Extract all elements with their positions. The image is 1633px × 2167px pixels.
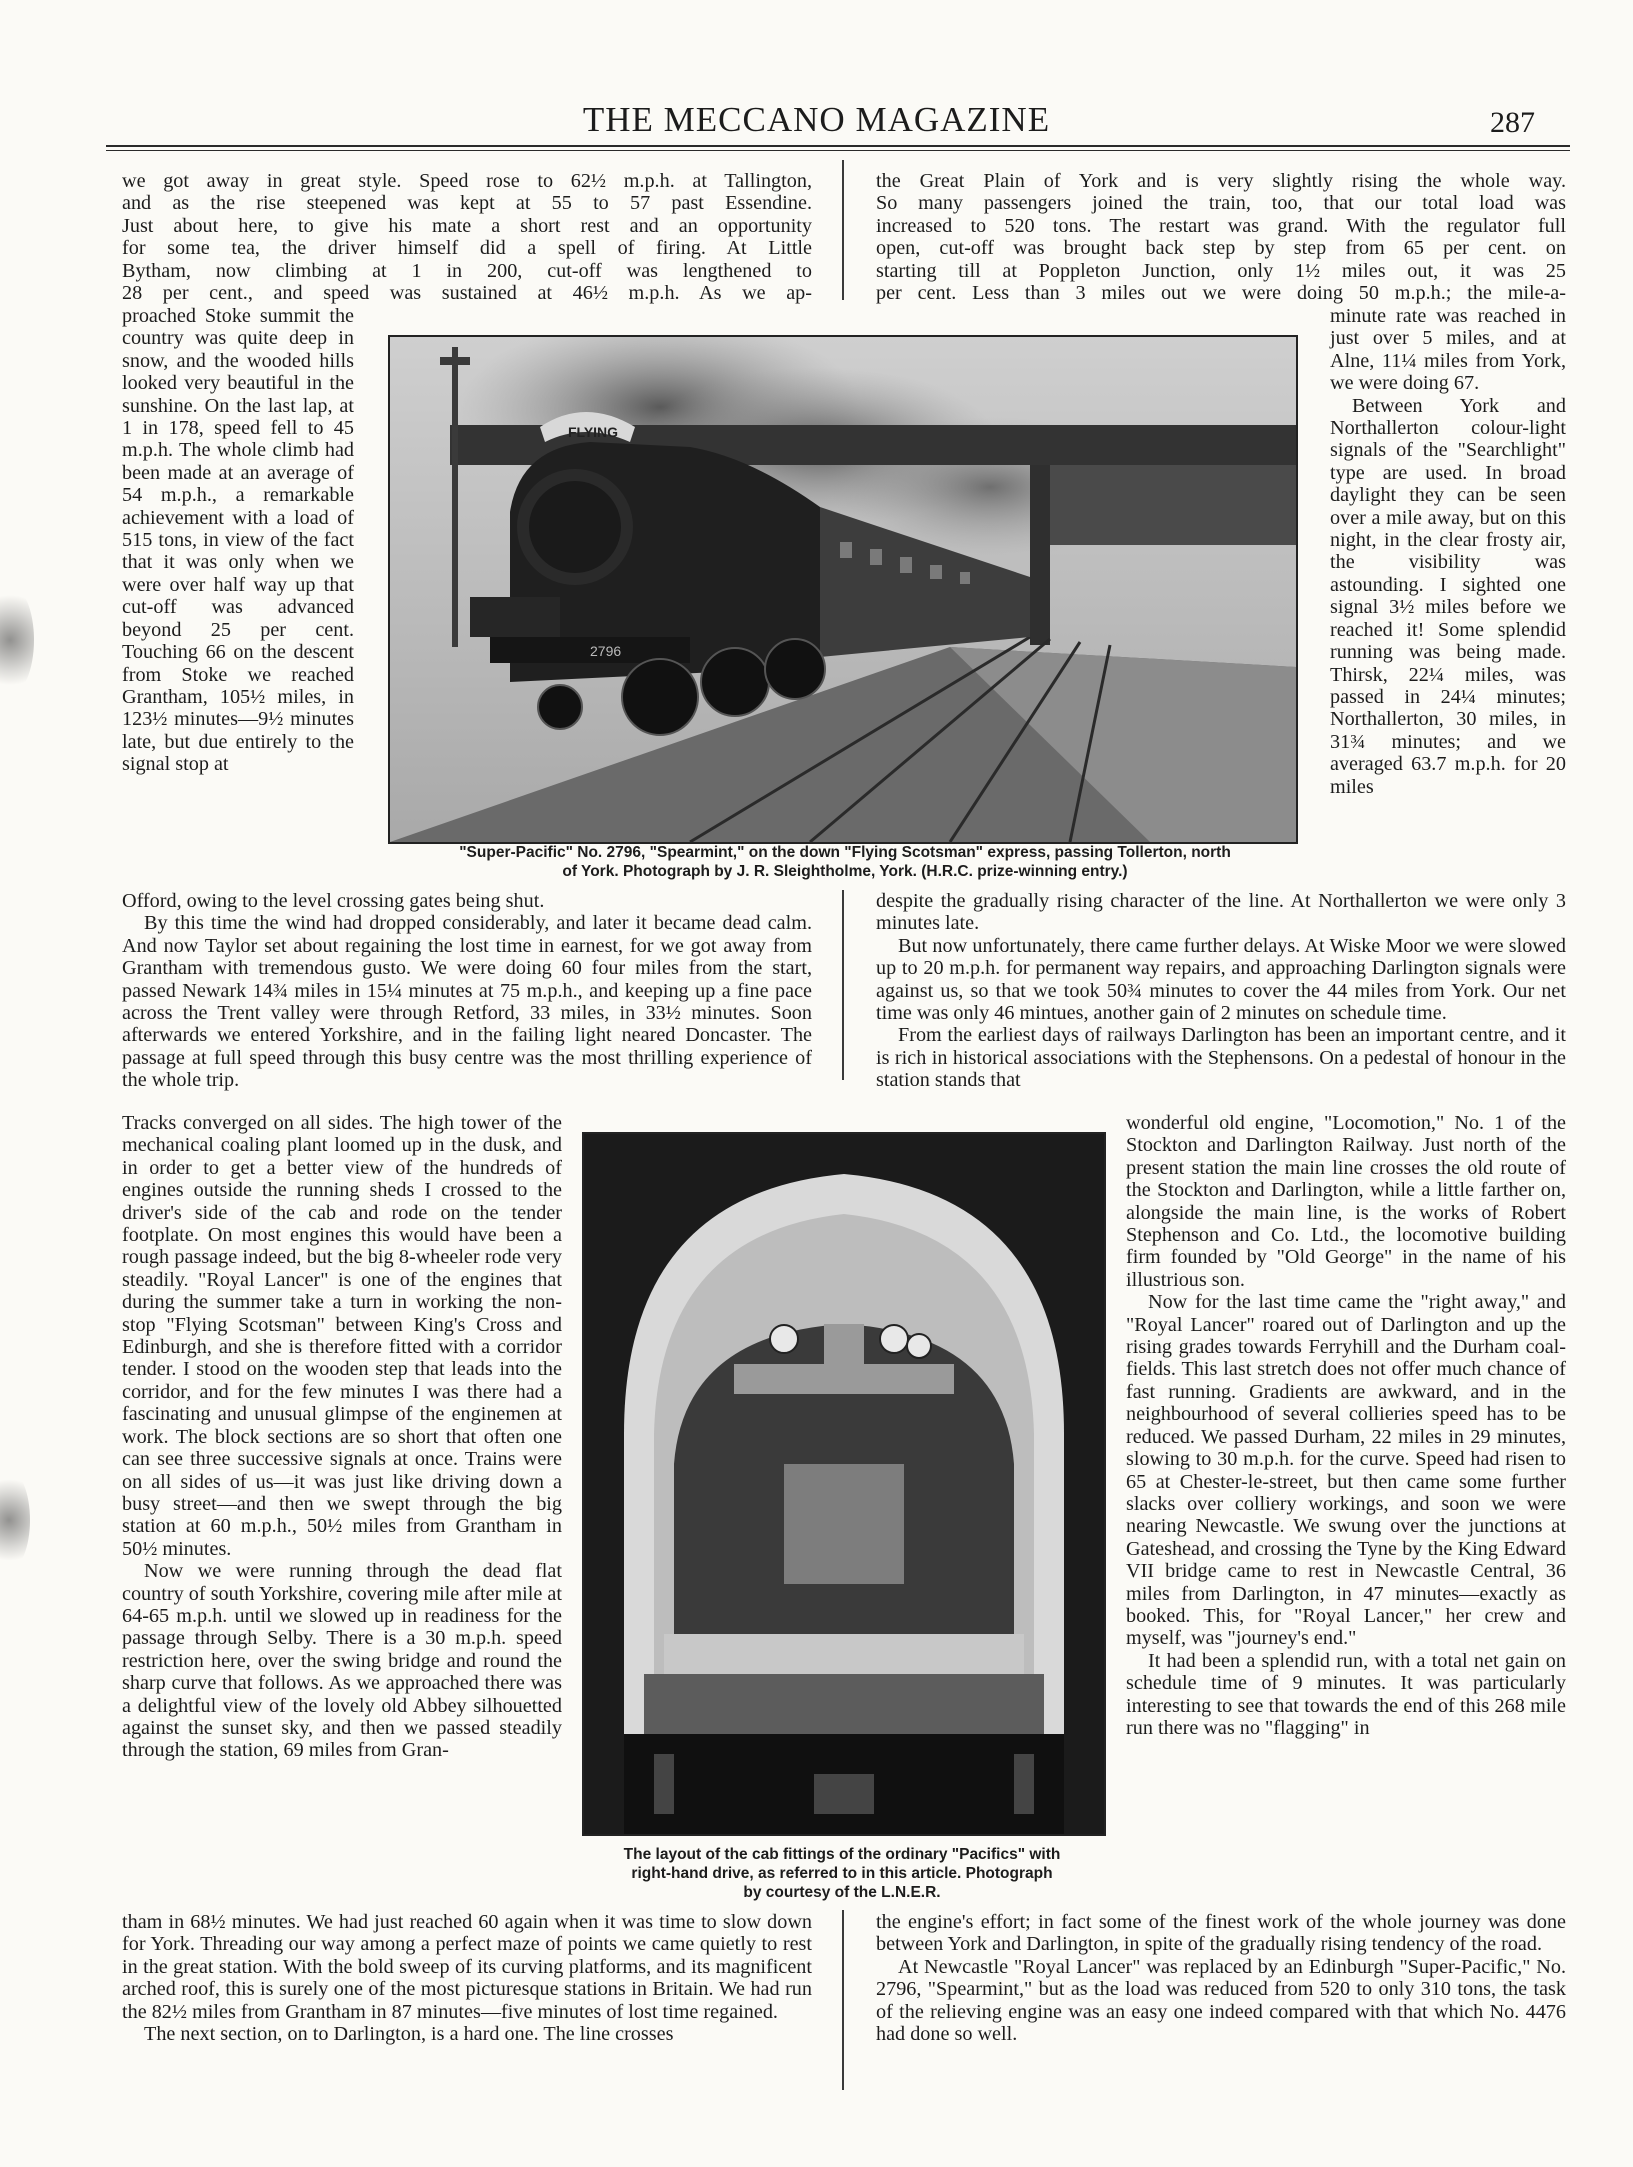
column-divider-bottom: [842, 1910, 844, 2090]
right-bottom-text: the engine's effort; in fact some of the finest work of the whole journey was done between York and Darlington, in spite of the gradually rising tendency of the road. At Newcastle "Royal Lancer" was replaced by an Edinburgh "Super-Pacific," No. 2796, "Spearmint," but as the load was reduced from 520 to only 310 tons, the task of the relieving engine was an easy one indeed compared with that which No. 4476 had done so well.: [876, 1911, 1566, 2046]
left-lower-narrow-text: Tracks converged on all sides. The high tower of the mechanical coaling plant loomed up in the dusk, and in order to get a better view of the hundreds of engines outside the running sheds I crossed to the driver's side of the cab and rode on the tender footplate. On most engines this would have been a rough passage indeed, but the big 8-wheeler rode very steadily. "Royal Lancer" is one of the engines that during the summer take a turn in working the non-stop "Flying Scotsman" between King's Cross and Edinburgh, and she is therefore fitted with a corridor tender. I stood on the wooden step that leads into the corridor, and for the few minutes I was there had a fascinating and unusual glimpse of the enginemen at work. The block sections are so short that often one can see three successive signals at once. Trains were on all sides of us—it was just like driving down a busy street—and then we swept through the big station at 60 m.p.h., 50½ miles from Grantham in 50½ minutes. Now we were running through the dead flat country of south Yorkshire, covering mile after mile at 64-65 m.p.h. until we slowed up in readiness for the passage through Selby. There is a 30 m.p.h. speed restriction here, over the swing bridge and round the sharp curve that follows. As we approached there was a delightful view of the lovely old Abbey silhouetted against the sunset sky, and then we passed steadily through the station, 69 miles from Gran-: [122, 1112, 562, 1762]
locomotive-photo-illustration: [390, 337, 1296, 842]
left-narrow-text: proached Stoke summit the country was quite deep in snow, and the wooded hills looked very beautiful in the sunshine. On the last lap, at 1 in 178, speed fell to 45 m.p.h. The whole climb had been made at an average of 54 m.p.h., a remarkable achievement with a load of 515 tons, in view of the fact that it was only when we were over half way up that cut-off was advanced beyond 25 per cent. Touching 66 on the descent from Stoke we reached Grantham, 105½ miles, in 123½ minutes—9½ minutes late, but due entirely to the signal stop at: [122, 305, 354, 776]
magazine-title: THE MECCANO MAGAZINE: [582, 100, 1051, 139]
right-mid-text: despite the gradually rising character of the line. At Northallerton we were only 3 minutes late. But now unfortunately, there came further delays. At Wiske Moor we were slowed up to 20 m.p.h. for permanent way repairs, and approaching Darlington signals were against us, so that we took 50¾ minutes to cover the 44 miles from York. Our net time was only 46 mintues, another gain of 2 minutes on schedule time. From the earliest days of railways Darlington has been an important centre, and it is rich in historical associations with the Stephensons. On a pedestal of honour in the station stands that: [876, 890, 1566, 1092]
photo-top-caption: "Super-Pacific" No. 2796, "Spearmint," on the down "Flying Scotsman" express, passing Tollerton, north of York. Photograph by J. R. Sleightholme, York. (H.R.C. prize-winning entry.): [459, 844, 1231, 880]
column-divider-middle: [842, 890, 844, 1080]
photo-cab-fittings: [582, 1132, 1106, 1836]
cab-photo-illustration: [584, 1134, 1104, 1834]
photo-bottom-caption: The layout of the cab fittings of the ordinary "Pacifics" with right-hand drive, as referred to in this article. Photograph by courtesy of the L.N.E.R.: [623, 1846, 1061, 1901]
right-narrow-text: minute rate was reached in just over 5 miles, and at Alne, 11¼ miles from York, we were doing 67. Between York and Northallerton colour-light signals of the "Searchlight" type are used. In broad daylight they can be seen over a mile away, but on this night, in the clear frosty air, the visibility was astounding. I sighted one signal 3½ miles before we reached it! Some splendid running was being made. Thirsk, 22¼ miles, was passed in 24¼ minutes; Northallerton, 30 miles, in 31¾ minutes; and we averaged 63.7 m.p.h. for 20 miles: [1330, 305, 1566, 798]
header-rule: [106, 145, 1570, 147]
header-rule-thin: [106, 150, 1570, 151]
right-top-text: the Great Plain of York and is very slightly rising the whole way. So many passengers joined the train, too, that our total load was increased to 520 tons. The restart was grand. With the regulator full open, cut-off was brought back step by step from 65 per cent. on starting till at Poppleton Junction, only 1½ miles out, it was 25 per cent. Less than 3 miles out we were doing 50 m.p.h.; the mile-a-: [876, 170, 1566, 305]
photo-flying-scotsman: [388, 335, 1298, 844]
column-divider-top: [842, 160, 844, 300]
headboard-text: FLYING: [568, 424, 619, 440]
punch-hole-stain: [0, 585, 34, 695]
left-bottom-text: tham in 68½ minutes. We had just reached 60 again when it was time to slow down for York. Threading our way among a perfect maze of points we came quietly to rest in the great station. With the bold sweep of its curving platforms, and its magnificent arched roof, this is surely one of the most picturesque stations in Britain. We had run the 82½ miles from Grantham in 87 minutes—five minutes of lost time regained. The next section, on to Darlington, is a hard one. The line crosses: [122, 1911, 812, 2046]
page-number: 287: [1490, 106, 1535, 139]
buffer-beam-number: 2796: [590, 643, 622, 659]
punch-hole-stain: [0, 1470, 30, 1570]
left-mid-text: Offord, owing to the level crossing gates being shut. By this time the wind had dropped considerably, and later it became dead calm. And now Taylor set about regaining the lost time in earnest, for we got away from Grantham with tremendous gusto. We were doing 60 four miles from the start, passed Newark 14¾ miles in 15¼ minutes at 75 m.p.h., and keeping up a fine pace across the Trent valley were through Retford, 33 miles, in 33½ minutes. Soon afterwards we entered Yorkshire, and in the failing light neared Doncaster. The passage at full speed through this busy centre was the most thrilling experience of the whole trip.: [122, 890, 812, 1092]
left-top-text: we got away in great style. Speed rose to 62½ m.p.h. at Tallington, and as the rise steepened was kept at 55 to 57 past Essendine. Just about here, to give his mate a short rest and an opportunity for some tea, the driver himself did a spell of firing. At Little Bytham, now climbing at 1 in 200, cut-off was lengthened to 28 per cent., and speed was sustained at 46½ m.p.h. As we ap-: [122, 170, 812, 305]
right-lower-narrow-text: wonderful old engine, "Locomotion," No. 1 of the Stockton and Darlington Railway. Just north of the present station the main line crosses the old route of the Stockton and Darlington, while a little farther on, alongside the main line, is the works of Robert Stephenson and Co. Ltd., the locomotive building firm founded by "Old George" in the name of his illustrious son. Now for the last time came the "right away," and "Royal Lancer" roared out of Darlington and up the rising grades towards Ferryhill and the Durham coal-fields. This last stretch does not offer much chance of fast running. Gradients are awkward, and in the neighbourhood of several collieries speed has to be reduced. We passed Durham, 22 miles in 29 minutes, slowing to 30 m.p.h. for the curve. Speed had risen to 65 at Chester-le-street, but then came some further slacks over colliery workings, and soon we were nearing Newcastle. We swung over the junctions at Gateshead, and crossing the Tyne by the King Edward VII bridge came to rest in Newcastle Central, 36 miles from Darlington, in 47 minutes—exactly as booked. This, for "Royal Lancer," her crew and myself, was "journey's end." It had been a splendid run, with a total net gain on schedule time of 9 minutes. It was particularly interesting to see that towards the end of this 268 mile run there was no "flagging" in: [1126, 1112, 1566, 1739]
